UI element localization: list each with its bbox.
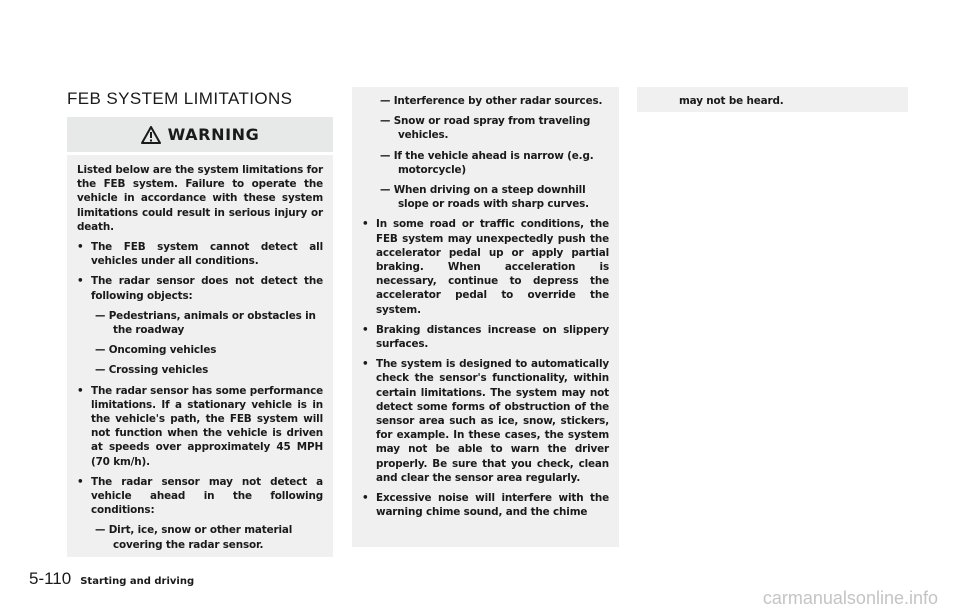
bullet-text: Excessive noise will interfere with the warning chime sound, and the chime	[376, 492, 609, 519]
sub-item: — Oncoming vehicles	[95, 344, 217, 357]
chapter-title: Starting and driving	[80, 576, 195, 587]
bullet-text: The radar sensor has some performance limitations. If a stationary vehicle is in the vehicle's path, the FEB system will not function when the vehicle is driven at speeds over approximately 45 MPH (70 km/h).	[91, 384, 323, 468]
sub-item: — Snow or road spray from traveling vehicles.	[380, 115, 591, 142]
bullet-continuation: may not be heard.	[679, 95, 784, 107]
bullet-symbol: •	[77, 475, 84, 488]
warning-header	[67, 117, 333, 152]
bullet-text: The radar sensor does not detect the following objects:	[91, 275, 323, 302]
bullet-text: The system is designed to automatically check the sensor's functionality, within certain limitations. The system may not detect some forms of obstruction of the sensor area such as ice, snow, stickers, for example. In these cases, the system may not be able to warn the driver properly. Be sure that you check, clean and clear the sensor area regularly.	[376, 358, 609, 484]
sub-item: — When driving on a steep downhill slope or roads with sharp curves.	[380, 184, 589, 211]
warning-intro: Listed below are the system limitations for the FEB system. Failure to operate the vehicle in accordance with these system limitations could result in serious injury or death.	[77, 164, 323, 233]
page-number: 5-110	[29, 569, 72, 588]
list-item	[362, 323, 609, 351]
bullet-symbol: •	[77, 241, 84, 254]
list-item	[362, 357, 609, 485]
bullet-symbol: •	[362, 358, 369, 371]
sub-item: — Interference by other radar sources.	[380, 95, 603, 107]
bullet-symbol: •	[362, 323, 369, 336]
warning-body-column-3	[637, 87, 908, 112]
bullet-text: In some road or traffic conditions, the FEB system may unexpectedly push the accelerator pedal up or apply partial braking. When acceleration is necessary, continue to depress the accelerator pedal to override the system.	[376, 218, 609, 316]
bullet-symbol: •	[77, 384, 84, 397]
page-footer	[29, 569, 194, 589]
sub-item: — Crossing vehicles	[95, 364, 209, 377]
bullet-symbol: •	[362, 218, 369, 231]
sub-item: — Dirt, ice, snow or other material covering the radar sensor.	[95, 524, 293, 551]
sub-item: — If the vehicle ahead is narrow (e.g. motorcycle)	[380, 149, 594, 176]
watermark: carmanualsonline.info	[762, 588, 938, 608]
bullet-symbol: •	[362, 492, 369, 505]
warning-body-column-1	[67, 155, 333, 557]
warning-body-column-2	[352, 87, 619, 547]
bullet-symbol: •	[77, 275, 84, 288]
list-item	[77, 240, 323, 268]
list-item	[362, 491, 609, 519]
bullet-text: The FEB system cannot detect all vehicles under all conditions.	[91, 241, 323, 268]
bullet-text: Braking distances increase on slippery surfaces.	[376, 323, 609, 351]
list-item	[77, 274, 323, 302]
sub-item: — Pedestrians, animals or obstacles in the roadway	[95, 309, 316, 337]
warning-triangle-icon	[141, 126, 161, 144]
section-title: FEB SYSTEM LIMITATIONS	[67, 89, 293, 108]
list-item	[362, 217, 609, 316]
warning-heading: WARNING	[167, 125, 260, 144]
list-item	[77, 475, 323, 518]
bullet-text: The radar sensor may not detect a vehicle ahead in the following conditions:	[91, 475, 323, 517]
list-item	[77, 384, 323, 469]
